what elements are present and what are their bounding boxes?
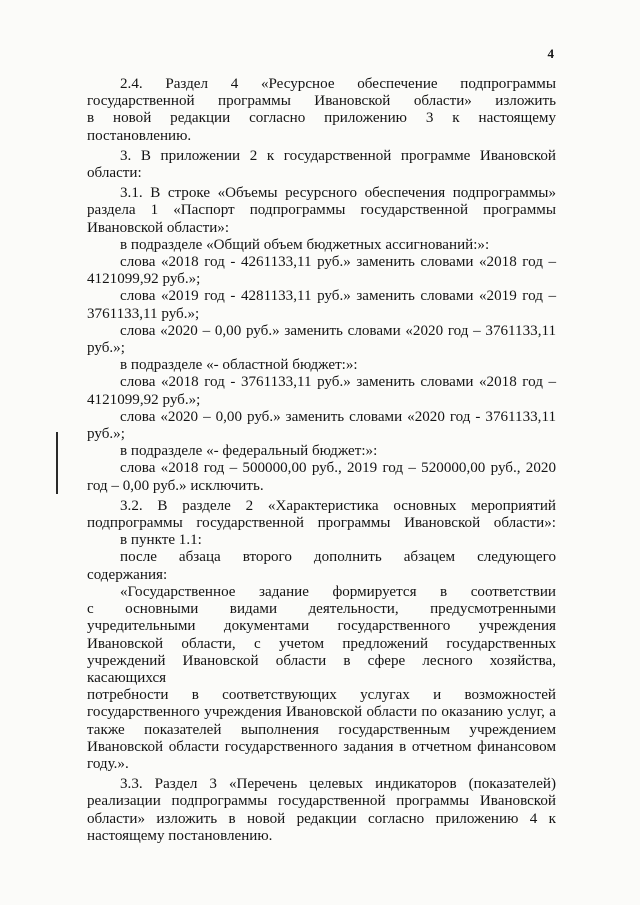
text-line: в подразделе «Общий объем бюджетных ассигнований:»: (120, 236, 490, 253)
text-line: Ивановской области»: (87, 219, 230, 236)
text-line: государственной программы Ивановской области» изложить (87, 93, 556, 110)
text-line: постановлению. (87, 127, 192, 144)
text-line: в подразделе «- областной бюджет:»: (120, 357, 358, 374)
text-line: в подразделе «- федеральный бюджет:»: (120, 443, 378, 460)
text-line: области: (87, 165, 142, 182)
text-line: руб.»; (87, 340, 125, 357)
text-line: «Государственное задание формируется в соответствии (120, 583, 556, 600)
text-line: содержания: (87, 566, 168, 583)
text-line: государственного учреждения Ивановской области по оказанию услуг, а (87, 704, 556, 721)
text-line: также показателей выполнения государственным учреждением (87, 721, 556, 738)
text-line: подпрограммы государственной программы Ивановской области»: (87, 515, 556, 532)
text-line: слова «2020 – 0,00 руб.» заменить словами «2020 год - 3761133,11 (120, 408, 556, 425)
text-line: учреждений Ивановской области в сфере лесного хозяйства, касающихся (87, 652, 556, 686)
text-line: 3.2. В разделе 2 «Характеристика основных мероприятий (120, 497, 556, 514)
text-line: Ивановской области государственного задания в отчетном финансовом (87, 738, 556, 755)
text-line: 3.1. В строке «Объемы ресурсного обеспечения подпрограммы» (120, 185, 556, 202)
text-line: слова «2019 год - 4281133,11 руб.» заменить словами «2019 год – (120, 288, 556, 305)
text-line: 3.3. Раздел 3 «Перечень целевых индикаторов (показателей) (120, 776, 556, 793)
text-line: 4121099,92 руб.»; (87, 271, 201, 288)
text-line: потребности в соответствующих услугах и возможностей (87, 687, 556, 704)
page-number: 4 (547, 46, 554, 61)
text-line: области» изложить в новой редакции согласно приложению 4 к (87, 810, 556, 827)
text-line: 3761133,11 руб.»; (87, 305, 200, 322)
text-line: в новой редакции согласно приложению 3 к настоящему (87, 110, 556, 127)
text-line: 3. В приложении 2 к государственной программе Ивановской (120, 147, 556, 164)
text-line: году.». (87, 755, 129, 772)
text-line: 2.4. Раздел 4 «Ресурсное обеспечение подпрограммы (120, 76, 556, 92)
text-line: год – 0,00 руб.» исключить. (87, 477, 264, 494)
margin-change-bar (56, 432, 58, 494)
text-line: раздела 1 «Паспорт подпрограммы государственной программы (87, 202, 556, 219)
text-line: слова «2020 – 0,00 руб.» заменить словами «2020 год – 3761133,11 (120, 322, 556, 339)
text-line: с основными видами деятельности, предусмотренными (87, 601, 556, 618)
text-line: 4121099,92 руб.»; (87, 391, 201, 408)
text-line: учредительными документами государственного учреждения (87, 618, 556, 635)
text-line: слова «2018 год – 500000,00 руб., 2019 год – 520000,00 руб., 2020 (120, 460, 556, 477)
text-line: слова «2018 год - 4261133,11 руб.» заменить словами «2018 год – (120, 254, 556, 271)
text-line: слова «2018 год - 3761133,11 руб.» заменить словами «2018 год – (120, 374, 556, 391)
text-line: Ивановской области, с учетом предложений государственных (87, 635, 556, 652)
text-line: реализации подпрограммы государственной программы Ивановской (87, 793, 556, 810)
text-line: руб.»; (87, 426, 125, 443)
text-line: после абзаца второго дополнить абзацем следующего (120, 549, 556, 566)
document-body (87, 76, 556, 845)
text-line: в пункте 1.1: (120, 532, 202, 549)
text-line: настоящему постановлению. (87, 827, 273, 844)
